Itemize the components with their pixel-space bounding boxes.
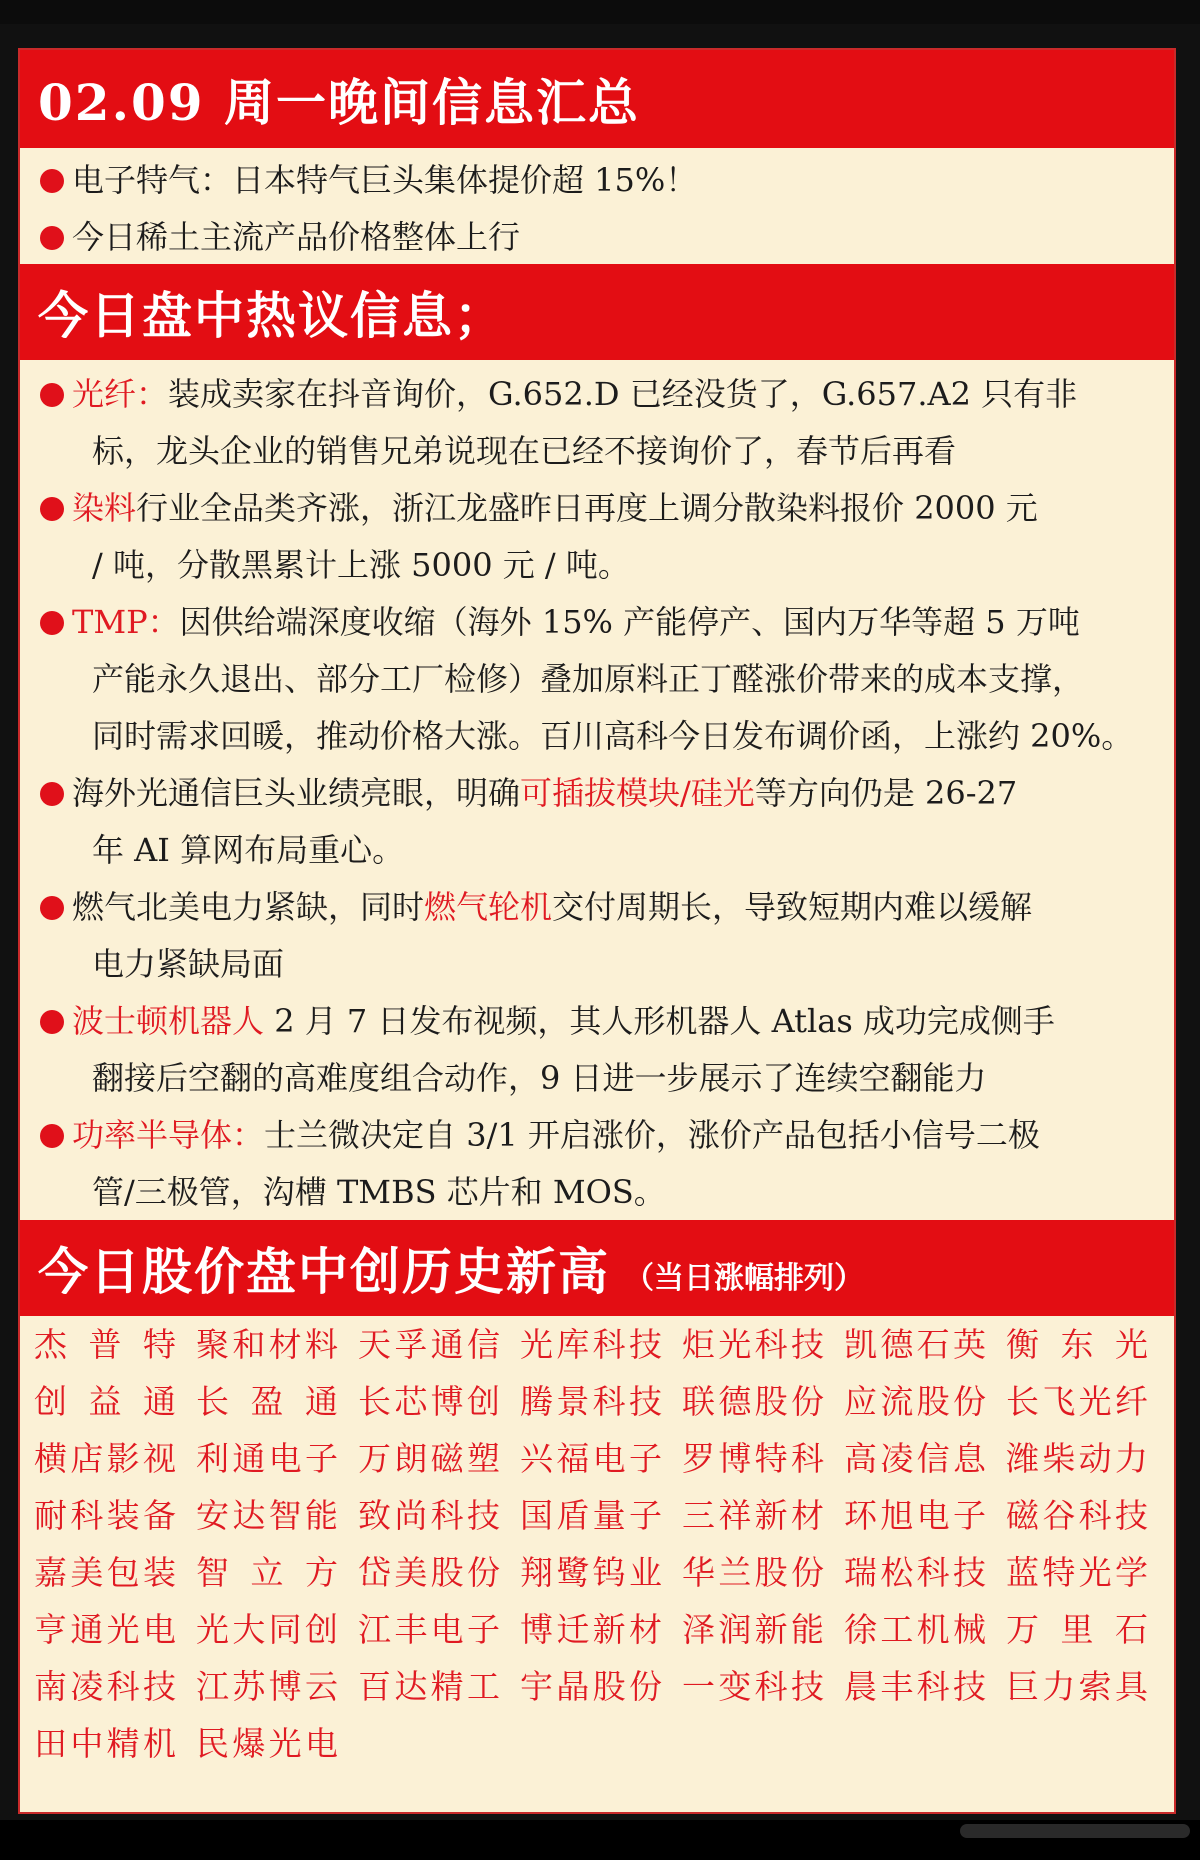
hot-item-optical-cont: 年 AI 算网布局重心。 (92, 831, 405, 869)
hot-item-gas-cont: 电力紧缺局面 (92, 945, 285, 983)
hot-item-optical: 海外光通信巨头业绩亮眼，明确可插拔模块/硅光等方向仍是 26-27 (40, 765, 1156, 822)
hot-item-key: 燃气轮机 (424, 888, 553, 926)
stock-name: 光大同创 (196, 1610, 338, 1649)
stock-name: 衡东光 (1006, 1325, 1148, 1364)
bullet-icon (40, 611, 64, 635)
stock-name: 高凌信息 (844, 1439, 986, 1478)
stock-name: 利通电子 (196, 1439, 338, 1478)
bullet-icon (40, 1010, 64, 1034)
bullet-icon (40, 1124, 64, 1148)
summary-item: 今日稀土主流产品价格整体上行 (40, 209, 1156, 266)
record-high-header (20, 1220, 1174, 1316)
hot-item-key: 染料 (72, 489, 137, 527)
bullet-icon (40, 782, 64, 806)
hot-item-fiber-cont: 标，龙头企业的销售兄弟说现在已经不接询价了，春节后再看 (92, 432, 957, 470)
stock-name: 兴福电子 (520, 1439, 662, 1478)
stock-name: 泽润新能 (682, 1610, 824, 1649)
hot-item-tmp: TMP：因供给端深度收缩（海外 15% 产能停产、国内万华等超 5 万吨 (40, 594, 1156, 651)
stock-name: 安达智能 (196, 1496, 338, 1535)
hot-item-tmp-cont: 产能永久退出、部分工厂检修）叠加原料正丁醛涨价带来的成本支撑， (92, 660, 1085, 698)
hot-item-gas: 燃气北美电力紧缺，同时燃气轮机交付周期长，导致短期内难以缓解 (40, 879, 1156, 936)
summary-header (20, 50, 1174, 148)
stock-name: 翔鹭钨业 (520, 1553, 662, 1592)
bullet-icon (40, 383, 64, 407)
stock-grid (34, 1316, 1164, 1772)
hot-topics-title: 今日盘中热议信息； (38, 286, 506, 345)
stock-name: 长芯博创 (358, 1382, 500, 1421)
hot-topics-header (20, 264, 1174, 360)
stock-name: 岱美股份 (358, 1553, 500, 1592)
stock-name: 巨力索具 (1006, 1667, 1148, 1706)
hot-item-robot-cont: 翻接后空翻的高难度组合动作，9 日进一步展示了连续空翻能力 (92, 1059, 987, 1097)
stock-name: 智立方 (196, 1553, 338, 1592)
hot-item-dye-cont: / 吨，分散黑累计上涨 5000 元 / 吨。 (92, 546, 630, 584)
info-card (18, 48, 1176, 1814)
record-high-subtitle: （当日涨幅排列） (624, 1261, 864, 1296)
stock-name: 联德股份 (682, 1382, 824, 1421)
stock-name: 瑞松科技 (844, 1553, 986, 1592)
stock-name: 长盈通 (196, 1382, 338, 1421)
stock-name: 杰普特 (34, 1325, 176, 1364)
hot-item-key: 可插拔模块/硅光 (520, 774, 755, 812)
stock-name: 江丰电子 (358, 1610, 500, 1649)
stock-name: 一变科技 (682, 1667, 824, 1706)
stock-name: 华兰股份 (682, 1553, 824, 1592)
bullet-icon (40, 497, 64, 521)
hot-item-key: TMP： (72, 603, 180, 641)
stock-name: 耐科装备 (34, 1496, 176, 1535)
stock-name: 亨通光电 (34, 1610, 176, 1649)
stock-name: 潍柴动力 (1006, 1439, 1148, 1478)
stock-name: 三祥新材 (682, 1496, 824, 1535)
stock-name: 博迁新材 (520, 1610, 662, 1649)
hot-item-robot: 波士顿机器人 2 月 7 日发布视频，其人形机器人 Atlas 成功完成侧手 (40, 993, 1156, 1050)
stock-name: 江苏博云 (196, 1667, 338, 1706)
hot-item-key: 光纤： (72, 375, 169, 413)
stock-name: 嘉美包装 (34, 1553, 176, 1592)
stock-name: 宇晶股份 (520, 1667, 662, 1706)
stock-name: 长飞光纤 (1006, 1382, 1148, 1421)
summary-list (40, 152, 1156, 266)
record-high-title: 今日股价盘中创历史新高 (38, 1242, 610, 1301)
hot-item-key: 功率半导体： (72, 1116, 265, 1154)
hot-item-power: 功率半导体：士兰微决定自 3/1 开启涨价，涨价产品包括小信号二极 (40, 1107, 1156, 1164)
stock-name: 民爆光电 (196, 1724, 338, 1763)
hot-item-dye: 染料行业全品类齐涨，浙江龙盛昨日再度上调分散染料报价 2000 元 (40, 480, 1156, 537)
stock-name: 腾景科技 (520, 1382, 662, 1421)
stock-name: 横店影视 (34, 1439, 176, 1478)
bottom-bar (0, 1820, 1200, 1860)
stock-name: 南凌科技 (34, 1667, 176, 1706)
watermark-scribble (960, 1824, 1190, 1838)
top-bar (0, 0, 1200, 24)
stock-name: 致尚科技 (358, 1496, 500, 1535)
hot-topics-list (40, 366, 1156, 1221)
stock-name: 田中精机 (34, 1724, 176, 1763)
stock-name: 百达精工 (358, 1667, 500, 1706)
stock-name: 徐工机械 (844, 1610, 986, 1649)
bullet-icon (40, 169, 64, 193)
bullet-icon (40, 226, 64, 250)
stock-name: 炬光科技 (682, 1325, 824, 1364)
stock-name: 聚和材料 (196, 1325, 338, 1364)
hot-item-tmp-cont: 同时需求回暖，推动价格大涨。百川高科今日发布调价函，上涨约 20%。 (92, 717, 1134, 755)
stock-name: 环旭电子 (844, 1496, 986, 1535)
stock-name: 万里石 (1006, 1610, 1148, 1649)
stock-name: 罗博特科 (682, 1439, 824, 1478)
stock-name: 应流股份 (844, 1382, 986, 1421)
stock-name: 光库科技 (520, 1325, 662, 1364)
stock-name: 晨丰科技 (844, 1667, 986, 1706)
stock-name: 磁谷科技 (1006, 1496, 1148, 1535)
stock-name: 蓝特光学 (1006, 1553, 1148, 1592)
summary-item: 电子特气：日本特气巨头集体提价超 15%！ (40, 152, 1156, 209)
bullet-icon (40, 896, 64, 920)
hot-item-power-cont: 管/三极管，沟槽 TMBS 芯片和 MOS。 (92, 1173, 666, 1211)
hot-item-key: 波士顿机器人 (72, 1002, 265, 1040)
stock-name: 万朗磁塑 (358, 1439, 500, 1478)
stock-name: 国盾量子 (520, 1496, 662, 1535)
hot-item-fiber: 光纤：装成卖家在抖音询价，G.652.D 已经没货了，G.657.A2 只有非 (40, 366, 1156, 423)
stock-name: 创益通 (34, 1382, 176, 1421)
summary-title: 02.09 周一晚间信息汇总 (38, 73, 640, 132)
stock-name: 天孚通信 (358, 1325, 500, 1364)
stock-name: 凯德石英 (844, 1325, 986, 1364)
